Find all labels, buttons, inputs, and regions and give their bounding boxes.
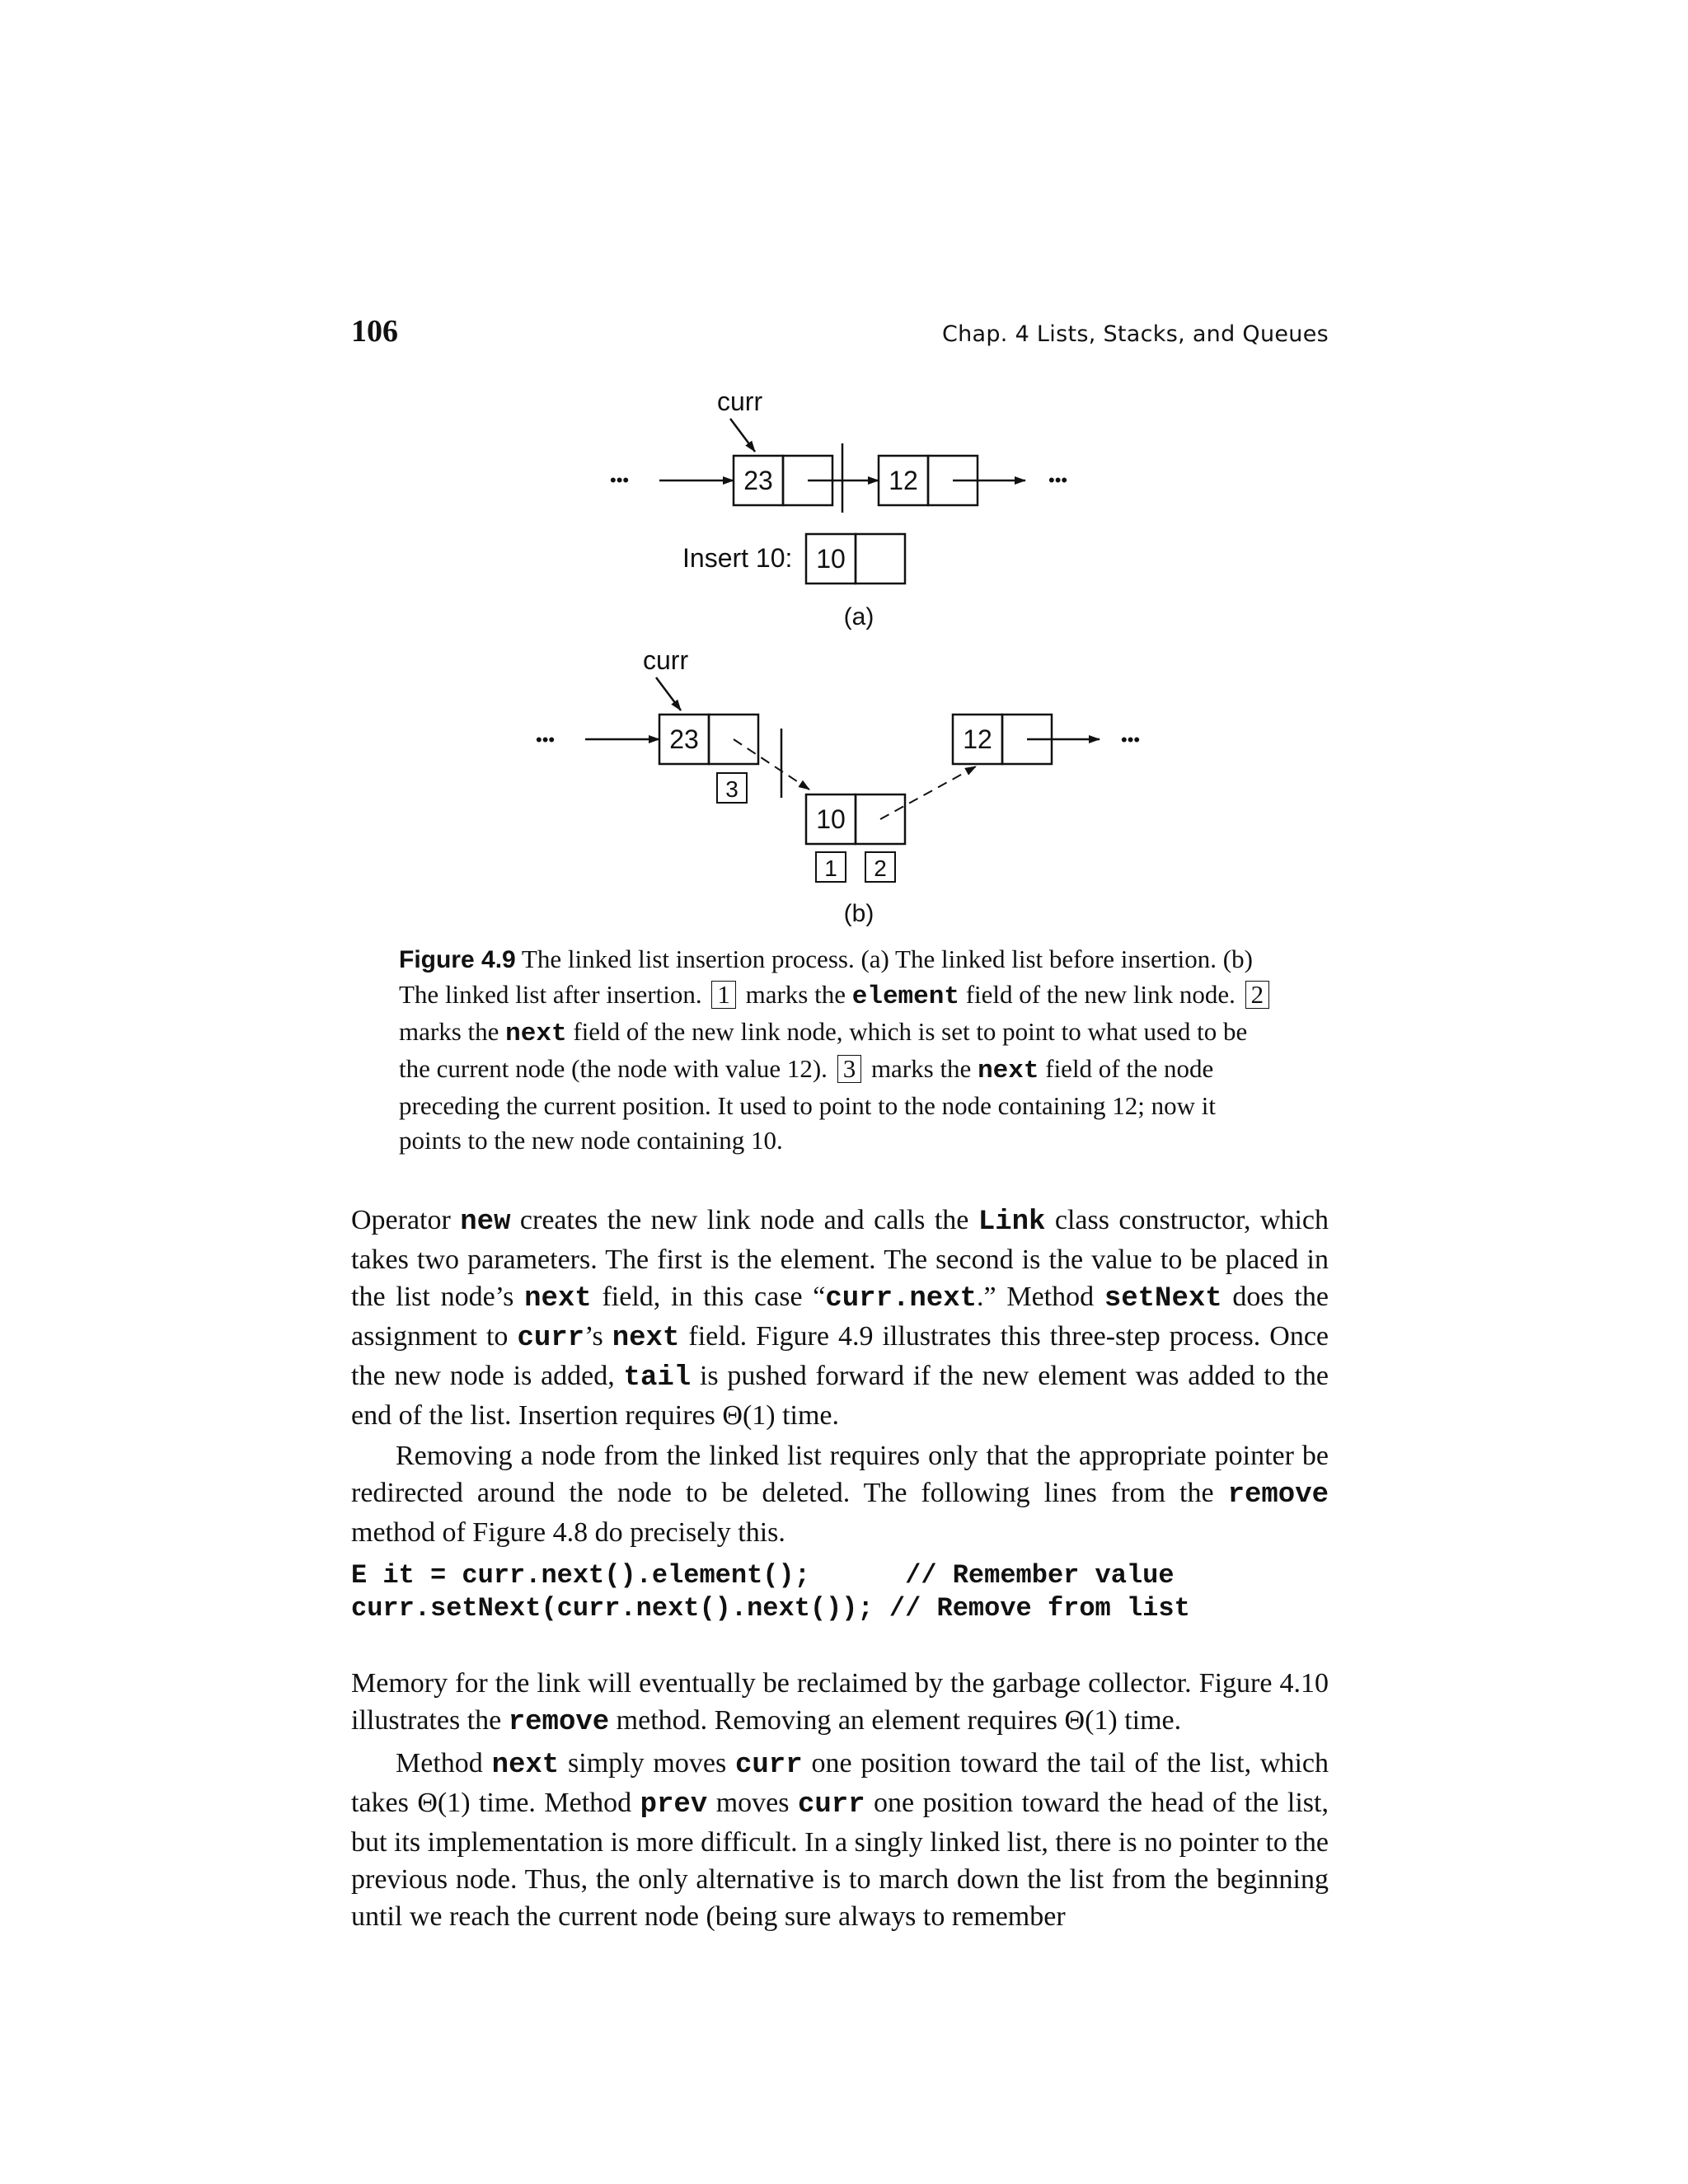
- insert-label: Insert 10:: [682, 543, 793, 573]
- caption-marker-3: 3: [837, 1055, 862, 1083]
- new-node-10-a: [806, 534, 905, 583]
- curr-label-a: curr: [717, 387, 763, 416]
- caption-marker-2: 2: [1245, 981, 1270, 1009]
- node-23-b: [659, 715, 758, 764]
- panel-label-b: (b): [843, 900, 874, 927]
- paragraph-1: Operator new creates the new link node and calls the Link class constructor, which takes two parameters. The first is the element. The second is the value to be placed in the list node’s next field, in this case “curr.next.” Method setNext does the assignment to curr’s next field. Figure 4.9 illustrates this three-step process. Once the new node is added, tail is pushed forward if the new element was added to the end of the list. Insertion requires Θ(1) time.: [351, 1205, 1329, 1431]
- paragraph-2: Removing a node from the linked list requires only that the appropriate pointer be redirected around the node to be deleted. The following lines from the remove method of Figure 4.8 do precisely this.: [351, 1441, 1329, 1548]
- curr-pointer-b: [656, 677, 681, 710]
- paragraph-3: Memory for the link will eventually be reclaimed by the garbage collector. Figure 4.10 illustrates the remove method. Removing an element requires Θ(1) time.: [351, 1668, 1329, 1738]
- curr-label-b: curr: [643, 645, 689, 675]
- code-line-1: E it = curr.next().element(); // Remember value: [351, 1560, 1175, 1591]
- code-block: [351, 1559, 1190, 1625]
- marker-1-value: 1: [824, 855, 837, 881]
- part-b: [536, 645, 1140, 927]
- node-12-b-value: 12: [963, 724, 992, 754]
- figure-label: Figure 4.9: [399, 946, 516, 973]
- node-23-b-value: 23: [669, 724, 699, 754]
- ellipsis-left-b: •••: [536, 729, 556, 750]
- body-text-upper: [351, 1202, 1329, 1551]
- figure-caption: Figure 4.9 The linked list insertion process. (a) The linked list before insertion. (b) The linked list after insertion. 1 marks the element field of the new link node. 2 marks the next field of the new link node, which is set to point to what used to be the current node (the node with value 12). 3 marks the next field of the node preceding the current position. It used to point to the node containing 12; now it points to the new node containing 10.: [399, 942, 1279, 1158]
- node-23-a-value: 23: [743, 466, 773, 495]
- code-line-2: curr.setNext(curr.next().next()); // Remove from list: [351, 1593, 1190, 1624]
- linked-list-insertion-diagram: [0, 0, 1688, 940]
- paragraph-4: Method next simply moves curr one position toward the tail of the list, which takes Θ(1) time. Method prev moves curr one position toward the head of the list, but its implementation is more difficult. In a singly linked list, there is no pointer to the previous node. Thus, the only alternative is to march down the list from the beginning until we reach the current node (being sure always to remember: [351, 1748, 1329, 1932]
- marker-1: [816, 852, 846, 882]
- body-text-lower: [351, 1665, 1329, 1935]
- page-number: 106: [351, 314, 398, 349]
- ellipsis-right-a: •••: [1048, 470, 1068, 490]
- marker-2-value: 2: [874, 855, 887, 881]
- caption-marker-1: 1: [711, 981, 736, 1009]
- new-node-10-b-value: 10: [816, 804, 846, 834]
- panel-label-a: (a): [843, 603, 874, 630]
- ellipsis-right-b: •••: [1121, 729, 1141, 750]
- new-node-10-a-value: 10: [816, 544, 846, 574]
- curr-pointer-a: [730, 419, 755, 452]
- marker-2: [865, 852, 895, 882]
- running-title: Chap. 4 Lists, Stacks, and Queues: [941, 321, 1329, 347]
- new-node-10-b: [806, 794, 905, 844]
- marker-3-value: 3: [725, 776, 738, 802]
- new-node-next-arrow-b: [880, 766, 976, 819]
- ellipsis-left-a: •••: [610, 470, 630, 490]
- node-12-a-value: 12: [889, 466, 918, 495]
- marker-3: [717, 773, 747, 803]
- part-a: [610, 387, 1067, 630]
